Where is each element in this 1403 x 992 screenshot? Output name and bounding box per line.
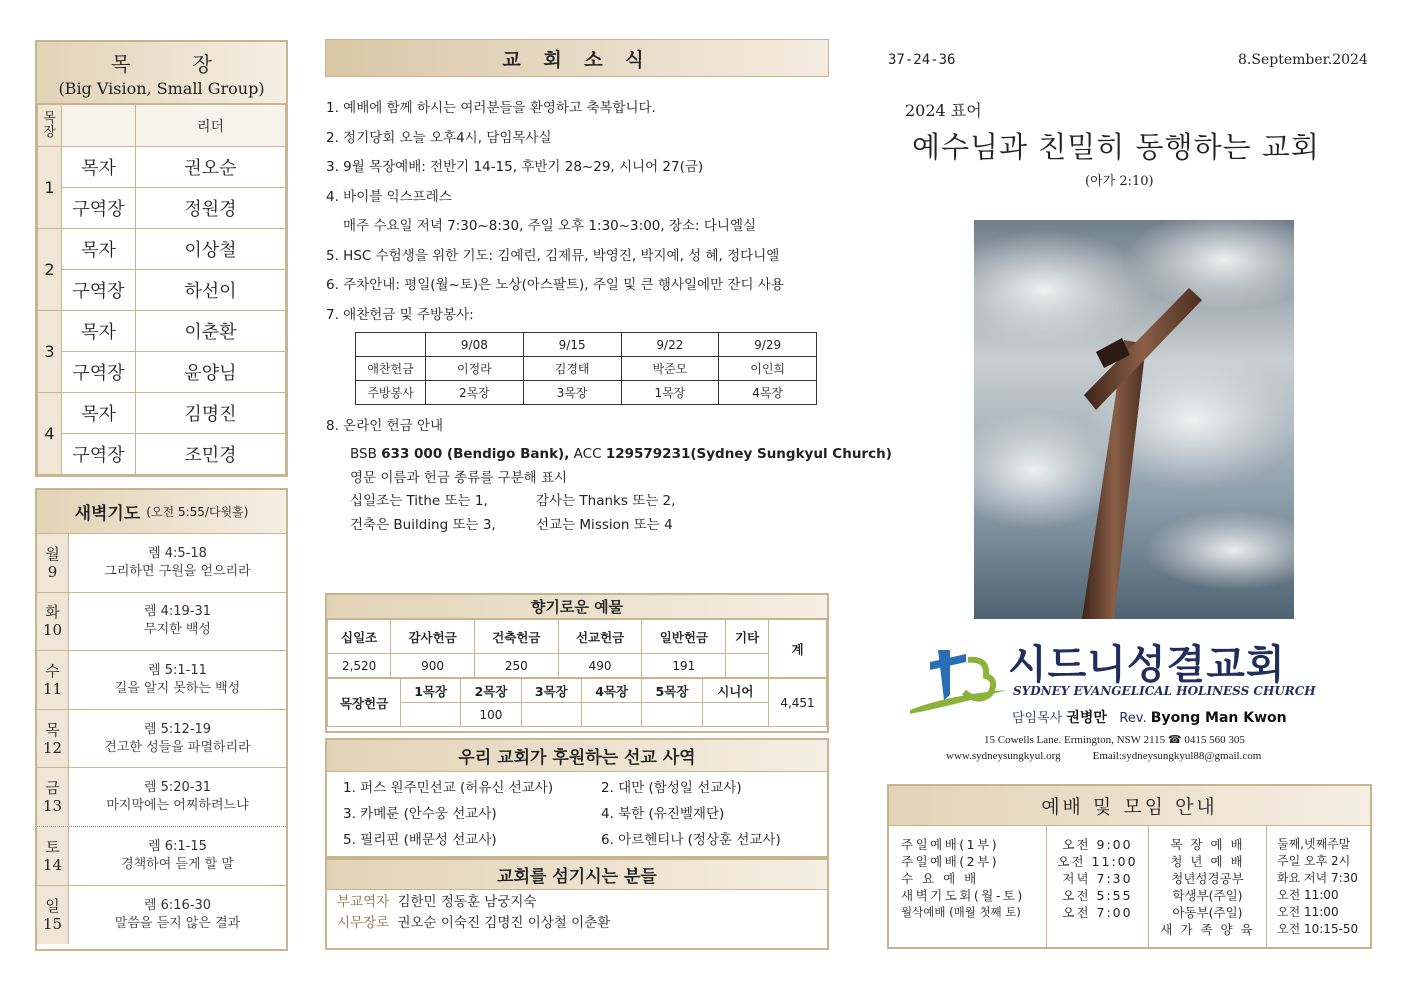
day-date: 12	[42, 738, 63, 757]
mokjang-row	[38, 147, 286, 188]
offering-value: 191	[642, 654, 726, 678]
mokjang-role: 목자	[62, 147, 136, 188]
mokjang-role: 구역장	[62, 270, 136, 311]
church-name-english: SYDNEY EVANGELICAL HOLINESS CHURCH	[1013, 684, 1316, 698]
schedule-date: 9/08	[426, 333, 524, 357]
offering-header: 감사헌금	[391, 620, 475, 654]
dawn-day-row	[37, 534, 286, 593]
scripture-title: 길을 알지 못하는 백성	[114, 680, 241, 696]
news-item: 1. 예배에 함께 하시는 여러분들을 환영하고 축복합니다.	[326, 100, 656, 116]
scripture-ref: 렘 5:12-19	[143, 721, 212, 737]
mokjang-row	[38, 270, 286, 311]
servants-label: 부교역자	[337, 894, 390, 910]
meeting-time: 주일 오후 2시	[1277, 854, 1351, 868]
news-item: 4. 바이블 익스프레스	[326, 188, 452, 205]
scripture-title: 말씀을 듣지 않은 결과	[114, 915, 241, 931]
schedule-cell: 3목장	[523, 381, 621, 405]
mission-title: 우리 교회가 후원하는 선교 사역	[327, 740, 827, 772]
service-time: 오전 11:00	[1057, 854, 1138, 869]
dawn-day-row	[37, 827, 286, 886]
mokjang-row	[38, 229, 286, 270]
church-email[interactable]: Email:sydneysungkyul88@gmail.com	[1092, 750, 1262, 762]
offering-header-row	[328, 620, 827, 654]
dawn-prayer-time: (오전 5:55/다윗홀)	[146, 505, 249, 519]
news-list	[326, 96, 836, 332]
mokjang-row	[38, 188, 286, 229]
pastor-name-english: Byong Man Kwon	[1150, 710, 1287, 726]
mok-value	[642, 703, 702, 727]
scripture-ref: 렘 4:5-18	[148, 545, 207, 561]
schedule-cell: 김경태	[523, 357, 621, 381]
offering-title: 향기로운 예물	[327, 595, 827, 619]
mok-header-row	[328, 679, 827, 703]
mok-header: 2목장	[461, 679, 521, 703]
offering-total-header: 계	[769, 620, 827, 678]
meeting-times-col	[1267, 826, 1370, 947]
meeting-time: 오전 11:00	[1277, 905, 1339, 919]
news-item: 6. 주차안내: 평일(월~토)은 노상(아스팔트), 주일 및 큰 행사일에만 잔디 사용	[326, 277, 784, 293]
day-name: 금	[45, 779, 60, 798]
service-name: 새벽기도회(월-토)	[901, 888, 1025, 903]
mokjang-num: 2	[38, 229, 62, 311]
dawn-day-row	[37, 651, 286, 710]
online-line: 십일조는 Tithe 또는 1, 감사는 Thanks 또는 2,	[350, 493, 676, 509]
bank-line	[350, 443, 892, 467]
online-offering-title: 8. 온라인 헌금 안내	[326, 418, 444, 434]
news-item: 3. 9월 목장예배: 전반기 14-15, 후반기 28~29, 시니어 27(금)	[326, 159, 704, 175]
schedule-row	[356, 357, 817, 381]
mokjang-header-row	[38, 105, 286, 147]
service-schedule-table	[355, 332, 817, 405]
schedule-header-row	[356, 333, 817, 357]
meeting-name: 청 년 예 배	[1170, 854, 1245, 869]
schedule-label: 애찬헌금	[356, 357, 426, 381]
worship-schedule-panel	[887, 784, 1372, 949]
day-date: 13	[42, 797, 63, 816]
worship-title: 예배 및 모임 안내	[889, 786, 1370, 826]
schedule-cell: 2목장	[426, 381, 524, 405]
day-name: 목	[45, 720, 60, 739]
dawn-prayer-panel	[35, 488, 288, 951]
online-line: 건축은 Building 또는 3, 선교는 Mission 또는 4	[350, 516, 673, 533]
service-name: 주일예배(2부)	[901, 854, 1000, 869]
bsb-number: 633 000 (Bendigo Bank),	[381, 446, 570, 462]
schedule-date: 9/22	[621, 333, 719, 357]
mokjang-role: 목자	[62, 393, 136, 434]
offering-value: 490	[558, 654, 642, 678]
scripture-title: 무지한 백성	[144, 622, 211, 638]
acc-label: ACC	[573, 446, 602, 462]
servants-names: 권오순 이숙진 김명진 이상철 이춘환	[397, 915, 611, 931]
mokjang-name: 정원경	[136, 188, 286, 229]
mission-item: 2. 대만 (함성일 선교사)	[601, 780, 742, 796]
day-name: 일	[45, 896, 60, 915]
offering-value: 2,520	[328, 654, 391, 678]
worship-services-col	[889, 826, 1047, 947]
mokjang-name: 조민경	[136, 434, 286, 475]
mokjang-offering-table	[327, 678, 827, 727]
mokjang-name: 하선이	[136, 270, 286, 311]
servants-names: 김한민 정동훈 남궁지숙	[397, 894, 537, 910]
scripture-ref: 렘 5:1-11	[148, 662, 207, 678]
mokjang-name: 이춘환	[136, 311, 286, 352]
mokjang-num: 3	[38, 311, 62, 393]
scripture-ref: 렘 5:20-31	[143, 780, 212, 796]
meeting-name: 아동부(주일)	[1172, 905, 1243, 920]
mokjang-role: 구역장	[62, 352, 136, 393]
mokjang-row	[38, 352, 286, 393]
schedule-cell: 박준모	[621, 357, 719, 381]
schedule-date: 9/29	[719, 333, 817, 357]
news-item: 2. 정기당회 오늘 오후4시, 담임목사실	[326, 129, 552, 146]
mission-list	[327, 772, 827, 848]
day-date: 14	[42, 855, 63, 874]
meeting-time: 화요 저녁 7:30	[1277, 871, 1358, 885]
news-item: 매주 수요일 저녁 7:30~8:30, 주일 오후 1:30~3:00, 장소: 다니엘실	[343, 218, 757, 234]
year-motto-label: 2024 표어	[905, 101, 982, 120]
schedule-cell: 이정라	[426, 357, 524, 381]
pastor-label: 담임목사	[1012, 711, 1063, 726]
church-contact	[946, 750, 1261, 762]
church-address: 15 Cowells Lane. Ermington, NSW 2115 ☎ 0415 560 305	[984, 734, 1245, 746]
scripture-title: 경책하여 듣게 할 말	[121, 856, 234, 872]
mok-header: 5목장	[642, 679, 702, 703]
mokjang-num: 4	[38, 393, 62, 475]
pastor-title-english: Rev.	[1119, 711, 1147, 726]
meeting-name: 새 가 족 양 육	[1160, 922, 1255, 937]
mokjang-title: 목 장	[111, 52, 240, 76]
service-name: 수 요 예 배	[901, 871, 979, 886]
dawn-day-row	[37, 710, 286, 769]
mokjang-role: 목자	[62, 229, 136, 270]
mokjang-name: 윤양님	[136, 352, 286, 393]
mokjang-panel	[35, 40, 288, 477]
mok-header: 시니어	[702, 679, 768, 703]
service-time: 오전 5:55	[1062, 888, 1133, 903]
mokjang-row	[38, 434, 286, 475]
mok-offering-label: 목장헌금	[328, 679, 401, 727]
worship-times-col	[1047, 826, 1149, 947]
schedule-label: 주방봉사	[356, 381, 426, 405]
meeting-time: 둘째,넷째주말	[1277, 837, 1351, 851]
meeting-time: 오전 11:00	[1277, 888, 1339, 902]
cross-photo	[974, 220, 1294, 619]
mokjang-name: 김명진	[136, 393, 286, 434]
meetings-col	[1149, 826, 1267, 947]
mokjang-role: 구역장	[62, 434, 136, 475]
mission-item: 6. 아르헨티나 (정상훈 선교사)	[601, 832, 781, 848]
schedule-cell: 1목장	[621, 381, 719, 405]
mokjang-subtitle: (Big Vision, Small Group)	[58, 79, 265, 98]
offering-header: 기타	[726, 620, 769, 654]
mission-item: 1. 퍼스 원주민선교 (허유신 선교사)	[343, 780, 554, 796]
service-time: 오전 7:00	[1062, 905, 1133, 920]
bulletin-code: 37-24-36	[888, 52, 956, 68]
dawn-day-row	[37, 886, 286, 945]
mokjang-role: 목자	[62, 311, 136, 352]
meeting-name: 목 장 예 배	[1170, 837, 1245, 852]
mokjang-row	[38, 311, 286, 352]
offering-value: 250	[474, 654, 558, 678]
day-name: 화	[45, 603, 60, 622]
day-name: 수	[45, 661, 60, 680]
day-date: 10	[42, 621, 63, 640]
mok-value-row	[328, 703, 827, 727]
meeting-time: 오전 10:15-50	[1277, 922, 1359, 936]
online-offering-info	[350, 443, 892, 537]
mokjang-row	[38, 393, 286, 434]
news-item: 7. 애찬헌금 및 주방봉사:	[326, 306, 474, 323]
mok-value	[521, 703, 581, 727]
offering-header: 건축헌금	[474, 620, 558, 654]
scripture-ref: 렘 4:19-31	[143, 604, 212, 620]
dawn-prayer-title: 새벽기도	[74, 504, 141, 524]
mok-header: 4목장	[581, 679, 641, 703]
offering-table	[327, 619, 827, 678]
mokjang-num: 1	[38, 147, 62, 229]
pastor-line	[1012, 707, 1287, 727]
service-name: 월삭예배 (매월 첫째 토)	[901, 905, 1021, 919]
offering-value	[726, 654, 769, 678]
schedule-corner	[356, 333, 426, 357]
schedule-date: 9/15	[523, 333, 621, 357]
mokjang-table	[37, 104, 286, 475]
day-date: 15	[42, 914, 63, 933]
meeting-name: 청년성경공부	[1171, 871, 1244, 886]
service-time: 저녁 7:30	[1062, 871, 1133, 886]
bsb-label: BSB	[350, 446, 377, 462]
offering-total: 4,451	[769, 679, 827, 727]
offering-value: 900	[391, 654, 475, 678]
mokjang-num-header: 목장	[38, 105, 62, 147]
offering-panel	[325, 593, 829, 733]
servants-title: 교회를 섬기시는 분들	[327, 860, 827, 890]
mok-value	[581, 703, 641, 727]
schedule-cell: 이인희	[719, 357, 817, 381]
servants-row	[327, 892, 827, 913]
service-name: 주일예배(1부)	[901, 837, 1000, 852]
dawn-day-row	[37, 593, 286, 652]
scripture-title: 견고한 성들을 파멸하리라	[104, 739, 251, 755]
church-name-korean: 시드니성결교회	[1008, 642, 1286, 688]
offering-value-row	[328, 654, 827, 678]
schedule-cell: 4목장	[719, 381, 817, 405]
offering-header: 선교헌금	[558, 620, 642, 654]
day-name: 토	[45, 837, 60, 856]
mokjang-role-header	[62, 105, 136, 147]
online-line: 영문 이름과 헌금 종류를 구분해 표시	[350, 469, 568, 486]
bulletin-date: 8.September.2024	[1238, 52, 1368, 68]
news-title: 교 회 소 식	[325, 39, 829, 77]
mokjang-leader-header: 리더	[136, 105, 286, 147]
dawn-day-row	[37, 768, 286, 827]
day-date: 11	[42, 679, 63, 698]
mokjang-role: 구역장	[62, 188, 136, 229]
mission-panel	[325, 738, 829, 858]
offering-header: 십일조	[328, 620, 391, 654]
mission-item: 4. 북한 (유진벨재단)	[601, 806, 725, 822]
news-item: 5. HSC 수험생을 위한 기도: 김예린, 김제뮤, 박영진, 박지예, 성 혜, 정다니엘	[326, 247, 780, 264]
mokjang-name: 권오순	[136, 147, 286, 188]
mission-item: 3. 카메룬 (안수웅 선교사)	[343, 806, 497, 822]
scripture-ref: 렘 6:1-15	[148, 838, 207, 854]
scripture-title: 그리하면 구원을 얻으리라	[104, 563, 251, 579]
acc-number: 129579231(Sydney Sungkyul Church)	[605, 446, 892, 462]
servants-panel	[325, 858, 829, 950]
scripture-ref: 렘 6:16-30	[143, 897, 212, 913]
scripture-title: 마지막에는 어찌하려느냐	[106, 798, 249, 814]
church-logo-icon	[908, 640, 1008, 720]
day-date: 9	[47, 562, 58, 581]
pastor-name-korean: 권병만	[1066, 710, 1107, 726]
service-time: 오전 9:00	[1062, 837, 1133, 852]
offering-header: 일반헌금	[642, 620, 726, 654]
mok-header: 3목장	[521, 679, 581, 703]
meeting-name: 학생부(주일)	[1172, 888, 1243, 903]
church-website[interactable]: www.sydneysungkyul.org	[946, 750, 1061, 762]
schedule-row	[356, 381, 817, 405]
motto-reference: (아가 2:10)	[1085, 174, 1154, 189]
mokjang-header	[37, 42, 286, 104]
mok-value	[401, 703, 461, 727]
dawn-prayer-header	[37, 490, 286, 534]
servants-label: 시무장로	[337, 915, 390, 931]
servants-row	[327, 913, 827, 934]
mok-value	[702, 703, 768, 727]
mokjang-name: 이상철	[136, 229, 286, 270]
day-name: 월	[45, 544, 60, 563]
mission-item: 5. 필리핀 (배문성 선교사)	[343, 832, 497, 848]
motto-title: 예수님과 친밀히 동행하는 교회	[912, 130, 1320, 164]
mok-header: 1목장	[401, 679, 461, 703]
mok-value: 100	[461, 703, 521, 727]
